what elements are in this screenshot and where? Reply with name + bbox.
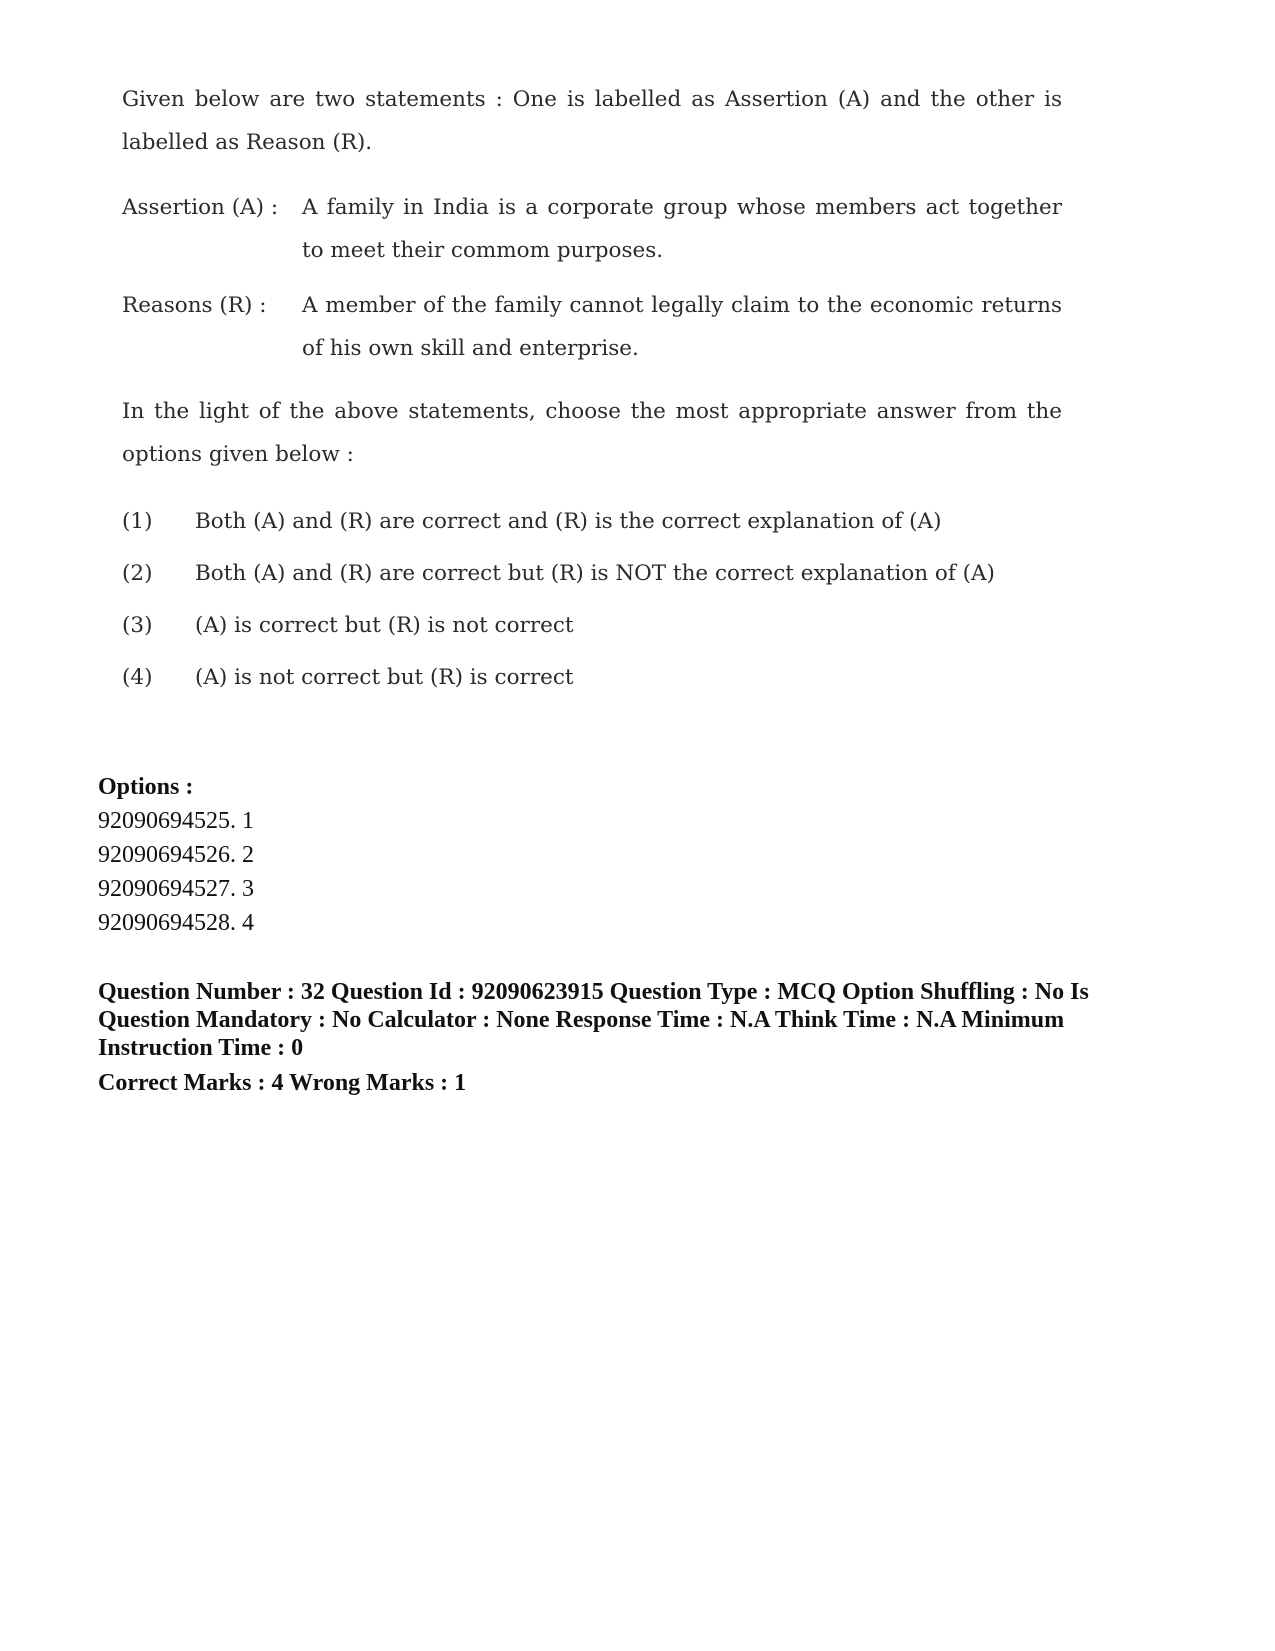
options-heading: Options : xyxy=(98,774,194,800)
assertion-statement xyxy=(122,186,1062,272)
reason-label: Reasons (R) : xyxy=(122,293,267,318)
option-id-line: 92090694527. 3 xyxy=(98,876,254,902)
choice-number: (1) xyxy=(122,509,153,534)
question-info: Question Number : 32 Question Id : 92090623915 Question Type : MCQ Option Shuffling : No Is Question Mandatory : No Calculator : None Response Time : N.A Think Time : N.A Minimum Instruction Time : 0 xyxy=(98,979,1089,1061)
assertion-text: A family in India is a corporate group whose members act together to meet their commom purposes. xyxy=(302,195,1062,263)
answer-choice xyxy=(122,548,1062,600)
reason-statement xyxy=(122,284,1062,370)
assertion-label: Assertion (A) : xyxy=(122,195,279,220)
choice-text: (A) is not correct but (R) is correct xyxy=(195,665,574,690)
question-intro: Given below are two statements : One is labelled as Assertion (A) and the other is labelled as Reason (R). xyxy=(122,87,1062,155)
option-id-line: 92090694526. 2 xyxy=(98,842,254,868)
question-meta-block xyxy=(98,770,1178,1098)
choice-number: (2) xyxy=(122,561,153,586)
answer-choice xyxy=(122,600,1062,652)
reason-text: A member of the family cannot legally claim to the economic returns of his own skill and enterprise. xyxy=(302,293,1062,361)
option-id-line: 92090694528. 4 xyxy=(98,910,254,936)
answer-choice xyxy=(122,496,1062,548)
choice-text: Both (A) and (R) are correct and (R) is the correct explanation of (A) xyxy=(195,509,942,534)
question-instruction: In the light of the above statements, choose the most appropriate answer from the options given below : xyxy=(122,399,1062,467)
choice-number: (3) xyxy=(122,613,153,638)
question-image-block xyxy=(122,78,1062,704)
answer-choice xyxy=(122,652,1062,704)
choice-text: Both (A) and (R) are correct but (R) is NOT the correct explanation of (A) xyxy=(195,561,995,586)
marks-info: Correct Marks : 4 Wrong Marks : 1 xyxy=(98,1070,467,1096)
choice-number: (4) xyxy=(122,665,153,690)
option-id-line: 92090694525. 1 xyxy=(98,808,254,834)
choice-text: (A) is correct but (R) is not correct xyxy=(195,613,574,638)
